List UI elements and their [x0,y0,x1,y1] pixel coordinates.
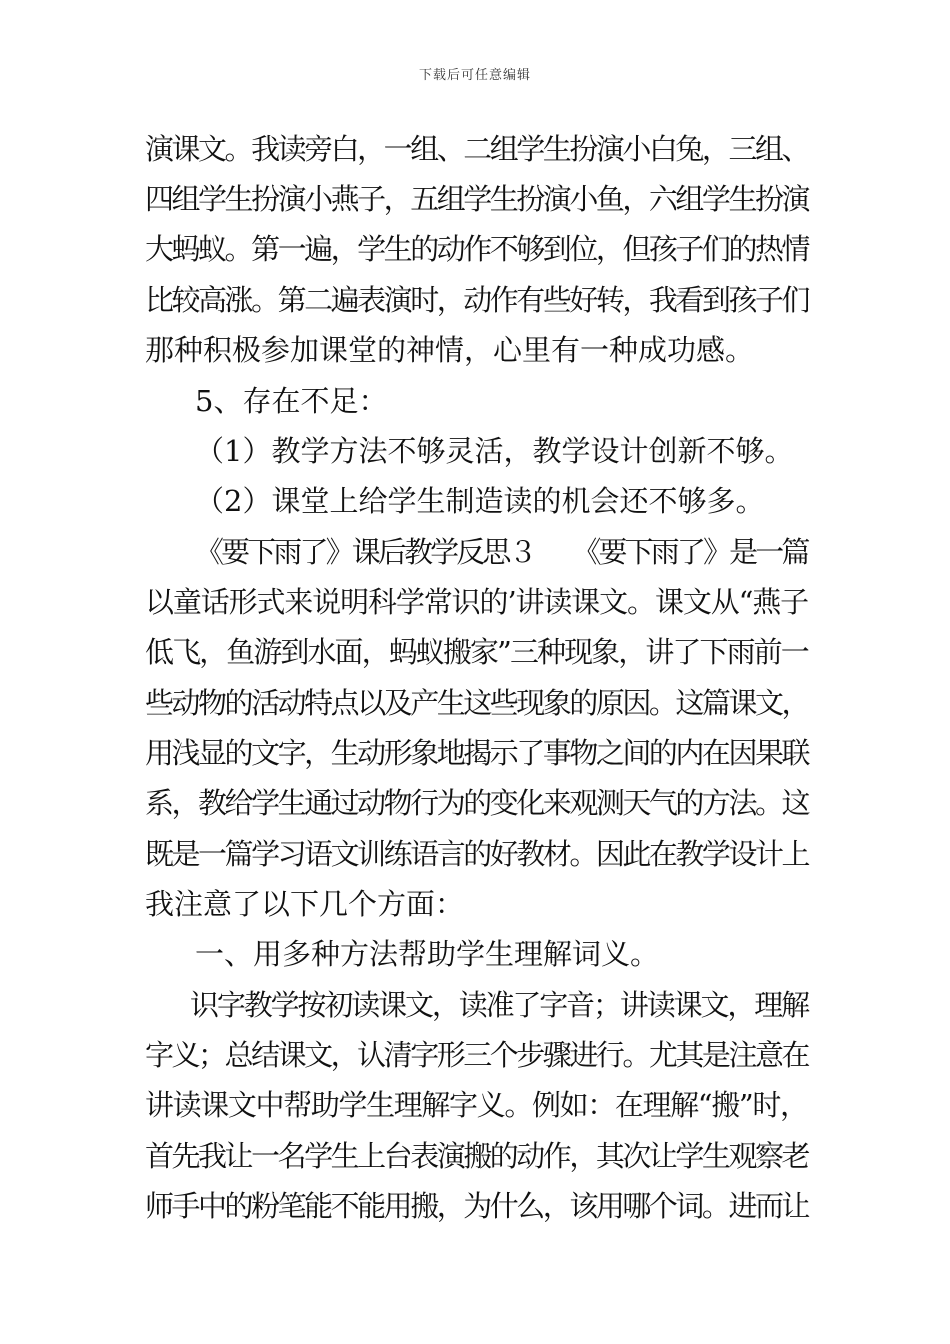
body-line: 些动物的活动特点以及产生这些现象的原因。这篇课文， [145,686,809,720]
body-line: 低飞，鱼游到水面，蚂蚁搬家”三种现象，讲了下雨前一 [145,635,808,669]
body-line: 识字教学按初读课文，读准了字音；讲读课文，理解 [190,988,809,1022]
body-line: 首先我让一名学生上台表演搬的动作，其次让学生观察老 [145,1139,809,1173]
body-line: （2）课堂上给学生制造读的机会还不够多。 [195,484,765,518]
body-line: 四组学生扮演小燕子，五组学生扮演小鱼，六组学生扮演 [145,182,809,216]
body-line: 我注意了以下几个方面： [145,887,465,921]
body-line: （1）教学方法不够灵活，教学设计创新不够。 [195,434,794,468]
body-line: 演课文。我读旁白，一组、二组学生扮演小白兔，三组、 [145,132,809,166]
body-line: 那种积极参加课堂的神情，心里有一种成功感。 [145,333,755,367]
body-line: 既是一篇学习语文训练语言的好教材。因此在教学设计上 [145,837,809,871]
body-line: 比较高涨。第二遍表演时，动作有些好转，我看到孩子们 [145,283,809,317]
body-line: 系，教给学生通过动物行为的变化来观测天气的方法。这 [145,786,809,820]
page-header-note: 下载后可任意编辑 [418,68,531,83]
body-line: 字义；总结课文，认清字形三个步骤进行。尤其是注意在 [145,1038,809,1072]
body-line: 以童话形式来说明科学常识的’讲读课文。课文从“燕子 [145,585,809,619]
body-line: 5、存在不足： [195,384,388,418]
body-line: 一、用多种方法帮助学生理解词义。 [195,937,660,971]
body-line: 讲读课文中帮助学生理解字义。例如：在理解“搬”时， [145,1088,808,1122]
body-line: 师手中的粉笔能不能用搬，为什么，该用哪个词。进而让 [145,1189,809,1223]
body-line: 用浅显的文字，生动形象地揭示了事物之间的内在因果联 [145,736,809,770]
body-line: 大蚂蚁。第一遍，学生的动作不够到位，但孩子们的热情 [145,232,809,266]
body-line: 《要下雨了》课后教学反思３ 《要下雨了》是一篇 [195,535,808,569]
